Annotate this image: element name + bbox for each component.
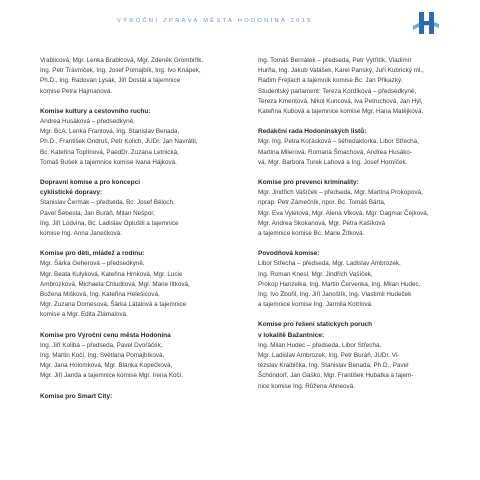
committee-section [40,392,225,402]
committee-heading: Komise pro Smart City: [40,392,113,400]
member-line: Andrea Husáková – předsedkyně, [40,118,135,126]
member-line: Pavel Šebesta, Jan Buráň, Milan Nešpor, [40,209,155,217]
member-line: Hurňa, Ing. Jakub Valášek, Karel Panský, Juří Kubrický ml., [258,67,424,75]
member-line: Tereza Kmentová, Nikol Kuncová, Iva Petruchová, Jan Hýl, [258,97,423,105]
committee-section [258,320,450,391]
committee-section [258,178,450,239]
committee-heading: Redakční rada Hodonínských listů: [258,128,367,136]
member-line: Mgr. Jiří Janda a tajemnice komise Mgr. Irena Kočí. [40,372,184,380]
member-line: Mgr. Ing. Petra Koťásková – šéfredaktorka, Libor Střecha, [258,138,419,146]
member-line: Mgr. Šárka Geherová – předsedkyně, [40,260,145,268]
committee-heading: Dopravní komise a pro koncepci [40,179,141,187]
committee-heading: Komise pro prevenci kriminality: [258,179,359,187]
committee-section [40,249,225,320]
committee-section [258,249,450,310]
member-line: Mgr. BcA. Lenka Frantová, Ing. Stanislav Benada, [40,128,180,136]
member-line: nprap. Petr Zámečník, npor. Bc. Tomáš Bárta, [258,199,386,207]
member-line: Ing. Tomáš Bernátek – předseda, Petr Vytřítík, Vladimír [258,57,412,64]
member-line: Mgr. Jana Holomková, Mgr. Blanka Kopečková, [40,362,173,370]
member-line: Ph.D., František Ondruš, Petr Kolich, JUDr. Jan Navrátil, [40,138,198,146]
member-line: a tajemnice komise Bc. Marie Žítková. [258,230,365,238]
member-line: Božena Mišková, Ing. Kateřina Helešicová, [40,291,160,299]
member-line: komise Petra Hajmanová. [40,87,113,95]
committee-heading: Povodňová komise: [258,250,320,258]
member-line: Bc. Kateřina Toplínová, PaedDr. Zuzana Letnická, [40,148,179,156]
member-line: Ing. Martin Kočí, Ing. Světlana Pomajbíková, [40,352,165,360]
committee-section [40,56,225,97]
committee-heading: Komise pro řešení statických poruch [258,321,373,329]
member-line: komise a Mgr. Edita Zlámalová. [40,311,128,319]
member-line: Šchöndorf, Jan Gaško, Mgr. František Hubatka a tajem- [258,372,414,380]
member-line: Ing. Milan Hudec – předseda, Libor Střecha, [258,341,382,349]
right-column [258,56,450,402]
committee-heading: cyklistické dopravy: [40,189,103,197]
member-line: nice komise Ing. Růžena Ahneová. [258,382,355,390]
committee-heading: v lokalitě Bažantnice: [258,331,325,339]
hodonin-logo-icon [411,12,441,36]
committee-section [40,178,225,239]
member-line: a tajemnice komise Ing. Jarmila Kotrlová. [258,301,373,309]
member-line: Ing. Jiří Koliba – předseda, Pavel Dvořáček, [40,341,163,349]
member-line: Martina Milerová, Romana Šmachová, Andrea Husáko- [258,148,412,156]
committee-section [258,56,450,117]
left-column [40,56,225,412]
member-line: Stanislav Čermák – předseda, Bc. Josef Běloch, [40,199,175,207]
member-line: Libor Střecha – předseda, Mgr. Ladislav Ambrozek, [258,260,401,268]
member-line: Studentský parlament: Tereza Kordíková – předsedkyně, [258,87,417,95]
committee-section [40,331,225,382]
member-line: Ing. Petr Trávníček, Ing. Josef Pomajbík, Ing. Ivo Knápek, [40,67,201,75]
member-line: Ing. Roman Knesl, Mgr. Jindřich Vašíček, [258,270,373,278]
member-line: Kateřina Kubová a tajemnice komise Mgr. Hana Matějková. [258,108,424,116]
member-line: Ambrozková, Michaela Chludilová, Mgr. Marie Iltková, [40,280,190,288]
member-line: Mgr. Ladislav Ambrozek, Ing. Petr Buráň, JUDr. Vi- [258,352,400,360]
report-title: VÝROČNÍ ZPRÁVA MĚSTA HODONÍNA 2015 [117,18,313,24]
member-line: Tomáš Bušek a tajemnice komise Ivana Hájková. [40,158,177,166]
committee-heading: Komise pro Výroční cenu města Hodonína [40,331,171,339]
member-line: komise Ing. Anna Janečková. [40,230,122,238]
page-header [0,0,480,50]
member-line: Prokop Hanzelka, Ing. Martin Červenka, Ing. Milan Hudec, [258,280,421,288]
member-line: Mgr. Eva Vyletová, Mgr. Alena Vlková, Mgr. Dagmar Čejková, [258,209,429,217]
member-line: Ing. Ivo Zbořil, Ing. Jiří Janoštík, Ing. Vlastimil Hudeček [258,291,412,299]
committee-heading: Komise kultury a cestovního ruchu: [40,107,151,115]
committee-section [258,127,450,168]
member-line: Vrablicová, Mgr. Lenka Brablcová, Mgr. Zdeněk Grombiřík, [40,57,204,64]
member-line: Mgr. Jindřich Vašíček – předseda, Mgr. Martina Prokopová, [258,189,423,197]
member-line: Mgr. Beata Kulyková, Kateřina Hrnková, Mgr. Lucie [40,270,183,278]
member-line: Mgr. Zuzana Domesová, Šárka Látalová a tajemnice [40,301,187,309]
member-line: vá, Mgr. Barbora Turek Lahová a Ing. Josef Horníček. [258,158,408,166]
member-line: Ing. Jiří Lodvina, Bc. Ladislav Opluštil a tajemnice [40,219,179,227]
member-line: Ph.D., Ing. Radovan Lysák, Jiří Dostál a tajemnice [40,77,181,85]
committee-section [40,107,225,168]
member-line: Radim Frejlach a tajemník komise Bc. Jan Přikazký. [258,77,403,85]
committee-heading: Komise pro děti, mládež a rodinu: [40,250,145,258]
member-line: tězslav Kraibička, Ing. Stanislav Benada, Ph.D., Pavel [258,362,409,370]
member-line: Mgr. Andrea Skokanová, Mgr. Petra Kašíková [258,219,386,227]
